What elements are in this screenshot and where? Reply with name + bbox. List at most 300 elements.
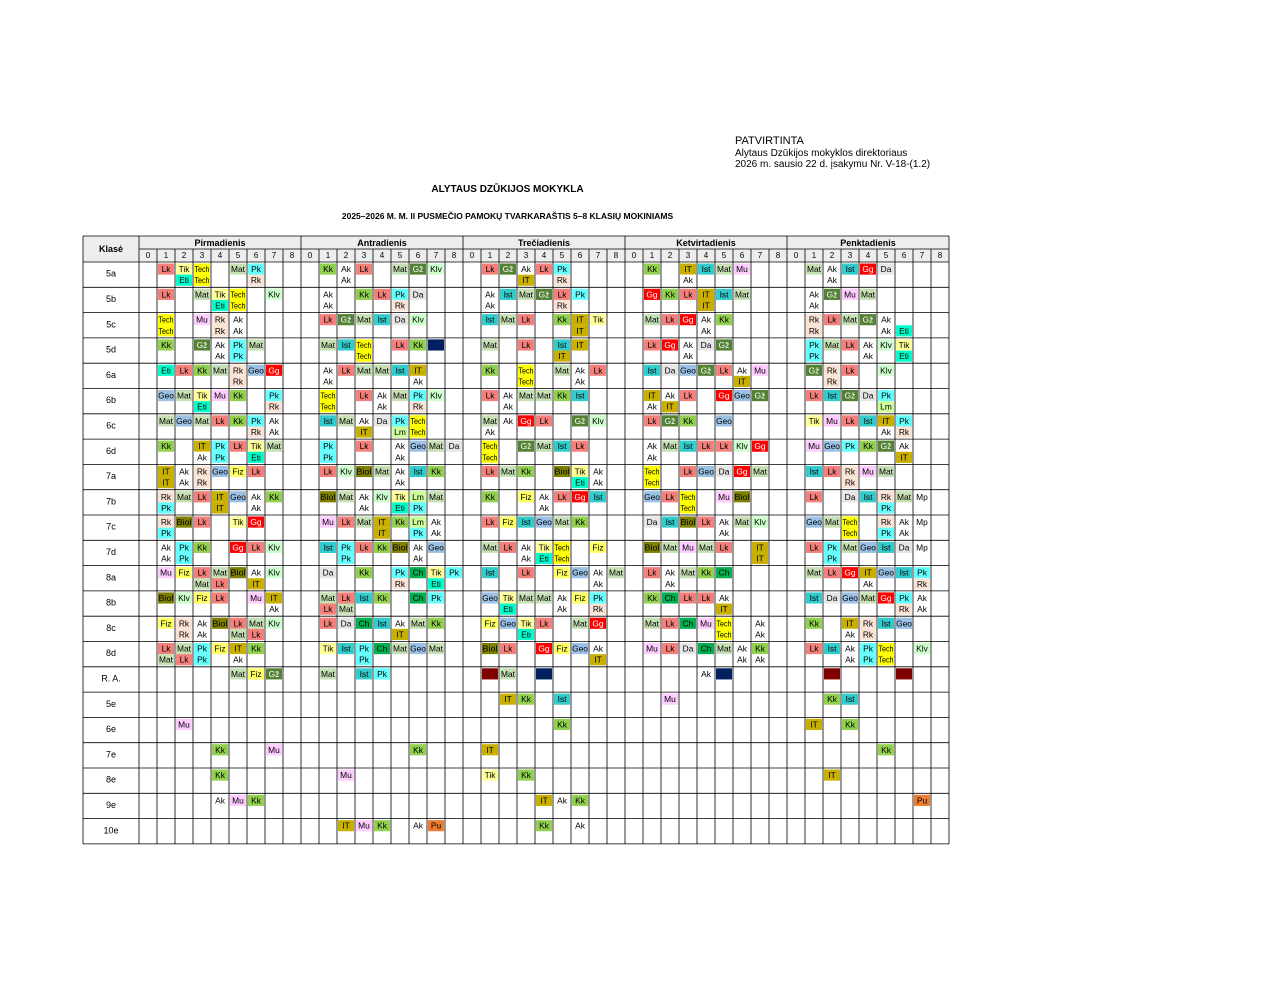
lesson-label: Kk xyxy=(863,441,873,452)
lesson-label: Gž xyxy=(538,289,550,300)
lesson-label: Ak xyxy=(413,542,423,553)
lesson-label: Kk xyxy=(521,694,531,705)
lesson-label: Ak xyxy=(395,618,405,629)
lesson-label: Mat xyxy=(645,314,659,325)
lesson-label: Kk xyxy=(323,264,333,275)
lesson-label: Mat xyxy=(717,643,731,654)
class-label: 6e xyxy=(105,724,117,735)
lesson-label: Ak xyxy=(917,604,927,615)
lesson-label: Klv xyxy=(412,314,424,325)
lesson-label: Geo xyxy=(680,365,696,376)
lesson-label: Ak xyxy=(683,339,693,350)
lesson-label: Eti xyxy=(431,578,441,589)
lesson-label: IT xyxy=(576,314,584,325)
lesson-label: Mat xyxy=(735,289,749,300)
lesson-label: Rk xyxy=(160,517,172,528)
lesson-label: Tik xyxy=(898,339,910,350)
period-number: 0 xyxy=(469,251,475,260)
lesson-label: Pu xyxy=(916,795,928,806)
lesson-label: Lk xyxy=(197,517,207,528)
lesson-label: Kk xyxy=(359,289,369,300)
period-number: 4 xyxy=(217,251,223,260)
lesson-label: Lk xyxy=(359,390,369,401)
period-number: 1 xyxy=(649,251,655,260)
period-number: 2 xyxy=(181,251,187,260)
lesson-label: Tech xyxy=(410,427,426,438)
lesson-label: Mat xyxy=(735,517,749,528)
lesson-label: Lk xyxy=(323,618,333,629)
lesson-label: Mu xyxy=(214,390,226,401)
lesson-label: Ak xyxy=(395,477,405,488)
lesson-label: Tech xyxy=(716,629,732,640)
lesson-label: Pk xyxy=(251,415,261,426)
lesson-label: Ak xyxy=(881,314,891,325)
lesson-label: Lk xyxy=(521,314,531,325)
lesson-label: Kk xyxy=(377,820,387,831)
lesson-label: Pk xyxy=(413,502,423,513)
lesson-label: Rk xyxy=(916,578,928,589)
period-number: 1 xyxy=(163,251,169,260)
lesson-label: Lk xyxy=(359,441,369,452)
lesson-label: Lk xyxy=(341,517,351,528)
lesson-label: Ak xyxy=(557,604,567,615)
lesson-label: Mat xyxy=(825,339,839,350)
lesson-label: Tik xyxy=(538,542,550,553)
lesson-label: Ist xyxy=(323,415,333,426)
lesson-label: Lk xyxy=(485,466,495,477)
lesson-label: IT xyxy=(270,592,278,603)
lesson-label: Ch xyxy=(412,567,424,578)
lesson-label: Mu xyxy=(664,694,676,705)
lesson-label: Mat xyxy=(483,415,497,426)
lesson-label: Tech xyxy=(482,452,498,463)
lesson-label: Ist xyxy=(863,491,873,502)
class-label: 8d xyxy=(105,648,117,659)
lesson-label: Ak xyxy=(161,553,171,564)
lesson-label: Ist xyxy=(863,415,873,426)
period-number: 3 xyxy=(685,251,691,260)
lesson-label: Ak xyxy=(161,542,171,553)
lesson-label: Ist xyxy=(827,390,837,401)
lesson-label: Kk xyxy=(539,820,549,831)
lesson-label: Pk xyxy=(323,452,333,463)
lesson-label: Geo xyxy=(878,567,894,578)
lesson-label: Ist xyxy=(359,668,369,679)
lesson-label: Eti xyxy=(197,401,207,412)
lesson-label: Pk xyxy=(863,643,873,654)
lesson-label: Geo xyxy=(716,415,732,426)
lesson-label: Ist xyxy=(485,314,495,325)
lesson-label: Eti xyxy=(395,502,405,513)
lesson-label: Lk xyxy=(683,289,693,300)
lesson-label: Pk xyxy=(395,415,405,426)
lesson-label: Gg xyxy=(862,264,874,275)
lesson-label: Da xyxy=(340,618,352,629)
lesson-label: Mat xyxy=(843,542,857,553)
lesson-label: Pk xyxy=(377,668,387,679)
lesson-label: Biol xyxy=(230,567,246,578)
period-number: 4 xyxy=(541,251,547,260)
class-label: 10e xyxy=(103,825,119,836)
lesson-label: Lk xyxy=(719,365,729,376)
lesson-label: Lm xyxy=(394,427,406,438)
lesson-label: Pk xyxy=(575,289,585,300)
lesson-label: Rk xyxy=(826,365,838,376)
lesson-label: Lk xyxy=(359,542,369,553)
lesson-label: Rk xyxy=(214,314,226,325)
lesson-label: Geo xyxy=(824,441,840,452)
lesson-label: Lk xyxy=(845,415,855,426)
lesson-label: Pk xyxy=(881,390,891,401)
lesson-label: Ak xyxy=(575,820,585,831)
lesson-label: Ist xyxy=(557,441,567,452)
lesson-label: Ak xyxy=(809,289,819,300)
lesson-label: Lk xyxy=(485,390,495,401)
lesson-label: Ak xyxy=(521,553,531,564)
period-number: 6 xyxy=(415,251,421,260)
lesson-label: IT xyxy=(702,300,710,311)
lesson-label: Mu xyxy=(646,643,658,654)
lesson-label: Mat xyxy=(231,264,245,275)
lesson-label: Tech xyxy=(194,275,210,286)
class-header: Klasė xyxy=(98,244,124,254)
lesson-label: Ist xyxy=(395,365,405,376)
lesson-label: Mat xyxy=(231,629,245,640)
lesson-label: Lk xyxy=(719,542,729,553)
class-label: 8a xyxy=(105,572,117,583)
lesson-label: Ak xyxy=(665,567,675,578)
lesson-label: Ak xyxy=(431,528,441,539)
lesson-label: Ak xyxy=(269,415,279,426)
lesson-label: Mat xyxy=(519,592,533,603)
lesson-label: Lk xyxy=(845,339,855,350)
period-number: 6 xyxy=(253,251,259,260)
lesson-label: Lk xyxy=(503,542,513,553)
lesson-label: Klv xyxy=(430,264,442,275)
lesson-label: Kk xyxy=(881,744,891,755)
lesson-label: Rk xyxy=(250,275,262,286)
lesson-label: Da xyxy=(322,567,334,578)
lesson-label: Klv xyxy=(268,289,280,300)
lesson-label: Mat xyxy=(717,264,731,275)
lesson-label: Ak xyxy=(323,365,333,376)
lesson-cell xyxy=(482,668,498,679)
lesson-label: Rk xyxy=(862,629,874,640)
lesson-label: Lk xyxy=(827,314,837,325)
lesson-label: Pk xyxy=(359,654,369,665)
lesson-label: Ak xyxy=(593,466,603,477)
lesson-label: Ak xyxy=(359,415,369,426)
lesson-label: Pk xyxy=(233,339,243,350)
lesson-label: Kk xyxy=(575,517,585,528)
lesson-label: Klv xyxy=(268,567,280,578)
lesson-label: Ak xyxy=(323,289,333,300)
lesson-label: Kk xyxy=(251,795,261,806)
lesson-label: Mat xyxy=(663,542,677,553)
lesson-label: Ak xyxy=(881,427,891,438)
lesson-label: Tech xyxy=(194,264,210,275)
lesson-label: Pk xyxy=(917,567,927,578)
lesson-label: Rk xyxy=(556,300,568,311)
lesson-label: Ak xyxy=(269,604,279,615)
lesson-label: Lm xyxy=(412,491,424,502)
lesson-label: Lk xyxy=(233,618,243,629)
lesson-label: Kk xyxy=(395,517,405,528)
lesson-label: Klv xyxy=(916,643,928,654)
lesson-label: Geo xyxy=(410,441,426,452)
lesson-label: Ak xyxy=(683,275,693,286)
lesson-label: Ist xyxy=(557,339,567,350)
lesson-label: Mu xyxy=(700,618,712,629)
lesson-label: Eti xyxy=(161,365,171,376)
lesson-label: Ist xyxy=(647,365,657,376)
lesson-label: Ak xyxy=(359,502,369,513)
lesson-label: Tech xyxy=(320,390,336,401)
lesson-label: Kk xyxy=(251,643,261,654)
lesson-label: Ak xyxy=(377,390,387,401)
lesson-label: Tech xyxy=(842,528,858,539)
lesson-label: Kk xyxy=(557,390,567,401)
lesson-label: Mat xyxy=(843,314,857,325)
lesson-label: Da xyxy=(646,517,658,528)
timetable xyxy=(82,235,950,845)
lesson-label: IT xyxy=(414,365,422,376)
lesson-label: Kk xyxy=(521,770,531,781)
lesson-label: Ist xyxy=(701,264,711,275)
lesson-label: Rk xyxy=(826,376,838,387)
lesson-label: Ch xyxy=(412,592,424,603)
lesson-label: Gž xyxy=(520,441,532,452)
lesson-label: Ak xyxy=(413,820,423,831)
lesson-label: Eti xyxy=(503,604,513,615)
lesson-label: Ak xyxy=(179,477,189,488)
period-number: 2 xyxy=(505,251,511,260)
lesson-label: Rk xyxy=(196,466,208,477)
lesson-label: Ak xyxy=(863,339,873,350)
lesson-label: Da xyxy=(376,415,388,426)
lesson-label: Kk xyxy=(485,491,495,502)
lesson-label: Pk xyxy=(233,351,243,362)
lesson-label: Mat xyxy=(249,618,263,629)
class-label: 7a xyxy=(105,471,117,482)
lesson-label: Mat xyxy=(159,654,173,665)
lesson-label: Lk xyxy=(503,643,513,654)
lesson-label: Ak xyxy=(269,427,279,438)
lesson-label: Gž xyxy=(862,314,874,325)
lesson-label: Da xyxy=(394,314,406,325)
lesson-label: Mat xyxy=(609,567,623,578)
lesson-label: Lk xyxy=(845,365,855,376)
lesson-label: Ak xyxy=(233,314,243,325)
lesson-label: Lk xyxy=(539,264,549,275)
lesson-label: Lk xyxy=(809,542,819,553)
lesson-label: Mat xyxy=(321,592,335,603)
lesson-label: Rk xyxy=(862,618,874,629)
lesson-label: Fiz xyxy=(574,592,586,603)
lesson-label: Gg xyxy=(844,567,856,578)
lesson-label: Kk xyxy=(359,567,369,578)
period-number: 2 xyxy=(829,251,835,260)
lesson-label: Tech xyxy=(518,365,534,376)
lesson-label: Ak xyxy=(827,264,837,275)
lesson-label: Ak xyxy=(827,275,837,286)
lesson-label: Rk xyxy=(556,275,568,286)
lesson-label: Ist xyxy=(377,618,387,629)
lesson-label: Lk xyxy=(827,466,837,477)
lesson-label: Tech xyxy=(482,441,498,452)
lesson-label: Rk xyxy=(808,314,820,325)
lesson-label: Pk xyxy=(881,528,891,539)
lesson-label: Mat xyxy=(537,441,551,452)
class-label: 8e xyxy=(105,774,117,785)
lesson-label: Kk xyxy=(827,694,837,705)
lesson-label: Ist xyxy=(827,643,837,654)
lesson-label: IT xyxy=(216,502,224,513)
lesson-label: Ak xyxy=(593,567,603,578)
lesson-label: Pk xyxy=(827,553,837,564)
lesson-label: Tech xyxy=(554,542,570,553)
lesson-label: Da xyxy=(664,365,676,376)
lesson-label: Ch xyxy=(358,618,370,629)
lesson-label: Ist xyxy=(503,289,513,300)
approval-heading: PATVIRTINTA xyxy=(735,135,804,147)
lesson-label: Mu xyxy=(754,365,766,376)
class-label: 8c xyxy=(106,622,116,633)
lesson-label: Mat xyxy=(501,466,515,477)
lesson-label: IT xyxy=(234,643,242,654)
lesson-label: Geo xyxy=(410,643,426,654)
lesson-label: Lk xyxy=(251,542,261,553)
lesson-label: Pk xyxy=(449,567,459,578)
lesson-label: Ak xyxy=(179,466,189,477)
lesson-label: Mat xyxy=(825,517,839,528)
lesson-label: Mat xyxy=(879,466,893,477)
lesson-label: IT xyxy=(162,477,170,488)
lesson-label: Ak xyxy=(863,578,873,589)
lesson-label: Rk xyxy=(880,517,892,528)
day-header-0: Pirmadienis xyxy=(194,238,246,248)
lesson-label: Rk xyxy=(178,629,190,640)
lesson-label: Mat xyxy=(393,643,407,654)
lesson-label: Kk xyxy=(233,415,243,426)
lesson-label: Mat xyxy=(357,517,371,528)
lesson-label: Fiz xyxy=(214,643,226,654)
lesson-label: Tech xyxy=(878,654,894,665)
lesson-label: Mat xyxy=(555,365,569,376)
lesson-label: Gž xyxy=(574,415,586,426)
lesson-label: Ak xyxy=(683,351,693,362)
period-number: 5 xyxy=(883,251,889,260)
lesson-label: Mat xyxy=(177,643,191,654)
lesson-label: Ist xyxy=(809,466,819,477)
lesson-label: IT xyxy=(576,339,584,350)
lesson-label: IT xyxy=(396,629,404,640)
lesson-label: Rk xyxy=(214,325,226,336)
lesson-label: Klv xyxy=(268,618,280,629)
lesson-label: Tech xyxy=(842,517,858,528)
lesson-label: Da xyxy=(682,643,694,654)
lesson-label: Ak xyxy=(251,502,261,513)
lesson-label: Mat xyxy=(375,466,389,477)
class-label: 5a xyxy=(105,268,117,279)
lesson-label: IT xyxy=(162,466,170,477)
lesson-label: Tech xyxy=(158,314,174,325)
lesson-label: Ak xyxy=(701,314,711,325)
lesson-label: Gg xyxy=(646,289,658,300)
lesson-label: Biol xyxy=(554,466,570,477)
period-number: 8 xyxy=(775,251,781,260)
lesson-label: Lk xyxy=(323,604,333,615)
lesson-label: Mat xyxy=(195,289,209,300)
lesson-label: Ak xyxy=(719,592,729,603)
lesson-label: Rk xyxy=(250,427,262,438)
lesson-label: Pk xyxy=(395,567,405,578)
lesson-label: Ak xyxy=(215,339,225,350)
lesson-label: Ak xyxy=(737,654,747,665)
lesson-label: Pk xyxy=(215,441,225,452)
lesson-label: Lk xyxy=(395,339,405,350)
lesson-cell xyxy=(824,668,840,679)
lesson-label: IT xyxy=(504,694,512,705)
period-number: 4 xyxy=(703,251,709,260)
lesson-label: Mat xyxy=(753,466,767,477)
lesson-label: Lk xyxy=(539,415,549,426)
lesson-label: Rk xyxy=(268,401,280,412)
lesson-label: Ist xyxy=(323,542,333,553)
lesson-label: Mat xyxy=(573,618,587,629)
lesson-label: Ak xyxy=(215,351,225,362)
lesson-label: Lk xyxy=(161,643,171,654)
lesson-label: Ak xyxy=(593,643,603,654)
lesson-label: Pk xyxy=(179,553,189,564)
lesson-label: Ak xyxy=(755,618,765,629)
lesson-label: IT xyxy=(864,567,872,578)
lesson-label: IT xyxy=(360,427,368,438)
lesson-label: Lk xyxy=(215,578,225,589)
lesson-label: Kk xyxy=(647,264,657,275)
lesson-label: Mat xyxy=(339,491,353,502)
period-number: 8 xyxy=(937,251,943,260)
lesson-label: Biol xyxy=(392,542,408,553)
lesson-label: Lm xyxy=(412,517,424,528)
lesson-label: Mp xyxy=(916,517,928,528)
lesson-label: Pk xyxy=(557,264,567,275)
lesson-label: Mat xyxy=(267,441,281,452)
lesson-label: Ist xyxy=(881,618,891,629)
lesson-label: Kk xyxy=(845,719,855,730)
lesson-label: Da xyxy=(448,441,460,452)
lesson-label: Pk xyxy=(431,592,441,603)
lesson-label: Klv xyxy=(376,491,388,502)
lesson-label: Rk xyxy=(592,604,604,615)
approval-line-1: Alytaus Dzūkijos mokyklos direktoriaus xyxy=(735,147,908,159)
lesson-label: Pk xyxy=(827,542,837,553)
lesson-label: Gž xyxy=(700,365,712,376)
lesson-label: Mat xyxy=(321,668,335,679)
lesson-label: Lk xyxy=(161,289,171,300)
lesson-label: Eti xyxy=(215,300,225,311)
lesson-label: Ist xyxy=(809,592,819,603)
lesson-label: Ak xyxy=(755,654,765,665)
lesson-label: Pk xyxy=(593,592,603,603)
lesson-label: Mat xyxy=(807,264,821,275)
lesson-label: Mat xyxy=(807,567,821,578)
lesson-label: Pk xyxy=(215,452,225,463)
lesson-label: Tik xyxy=(574,466,586,477)
lesson-label: Ak xyxy=(647,452,657,463)
lesson-label: IT xyxy=(810,719,818,730)
lesson-label: Lk xyxy=(377,289,387,300)
